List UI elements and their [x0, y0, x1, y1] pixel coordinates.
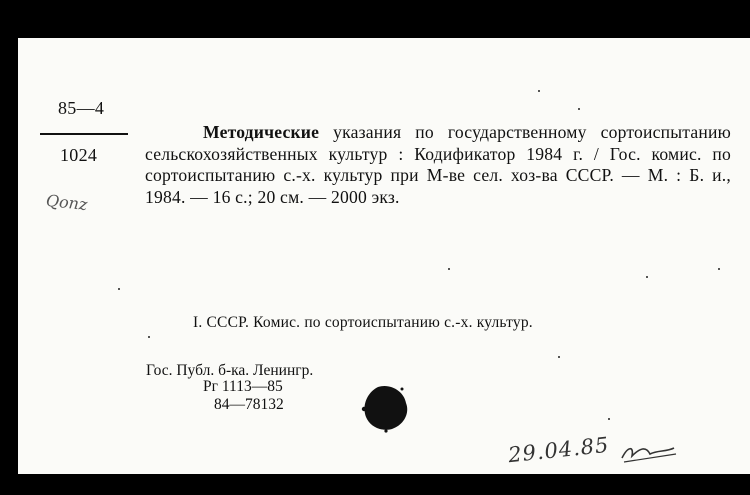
- dust-speck: [448, 268, 450, 270]
- handwritten-date: 29.04.85: [507, 432, 611, 468]
- entry-title: Методические: [203, 122, 320, 142]
- entry-text: указания по государственному сортоиспытанию сельскохозяйственных культур : Кодификатор 1984 г. / Гос. комис. по сортоиспытанию с.-х. культур при М-ве сел. хоз-ва СССР. — М. : Б. и., 1984. — 16 с.; 20 см. — 2000 экз.: [145, 122, 731, 207]
- library-name: Гос. Публ. б-ка. Ленингр.: [146, 362, 314, 379]
- dust-speck: [558, 356, 560, 358]
- dust-speck: [148, 336, 150, 338]
- library-code: Рг 1113—85: [203, 378, 283, 395]
- dust-speck: [118, 288, 120, 290]
- bibliographic-entry: [145, 122, 731, 208]
- subject-tracing: I. СССР. Комис. по сортоиспытанию с.-х. культур.: [193, 314, 533, 331]
- catalog-card: [18, 38, 750, 474]
- library-number: 84—78132: [214, 396, 284, 413]
- dust-speck: [718, 268, 720, 270]
- call-number-divider: [40, 133, 128, 135]
- handwritten-initials: [618, 440, 678, 466]
- call-number-top: 85—4: [58, 98, 105, 118]
- dust-speck: [578, 108, 580, 110]
- dust-speck: [608, 418, 610, 420]
- dust-speck: [646, 276, 648, 278]
- handwritten-mark: Qonz: [45, 190, 89, 215]
- call-number-bottom: 1024: [60, 145, 98, 165]
- dust-speck: [538, 90, 540, 92]
- ink-stamp-blot: [358, 383, 412, 433]
